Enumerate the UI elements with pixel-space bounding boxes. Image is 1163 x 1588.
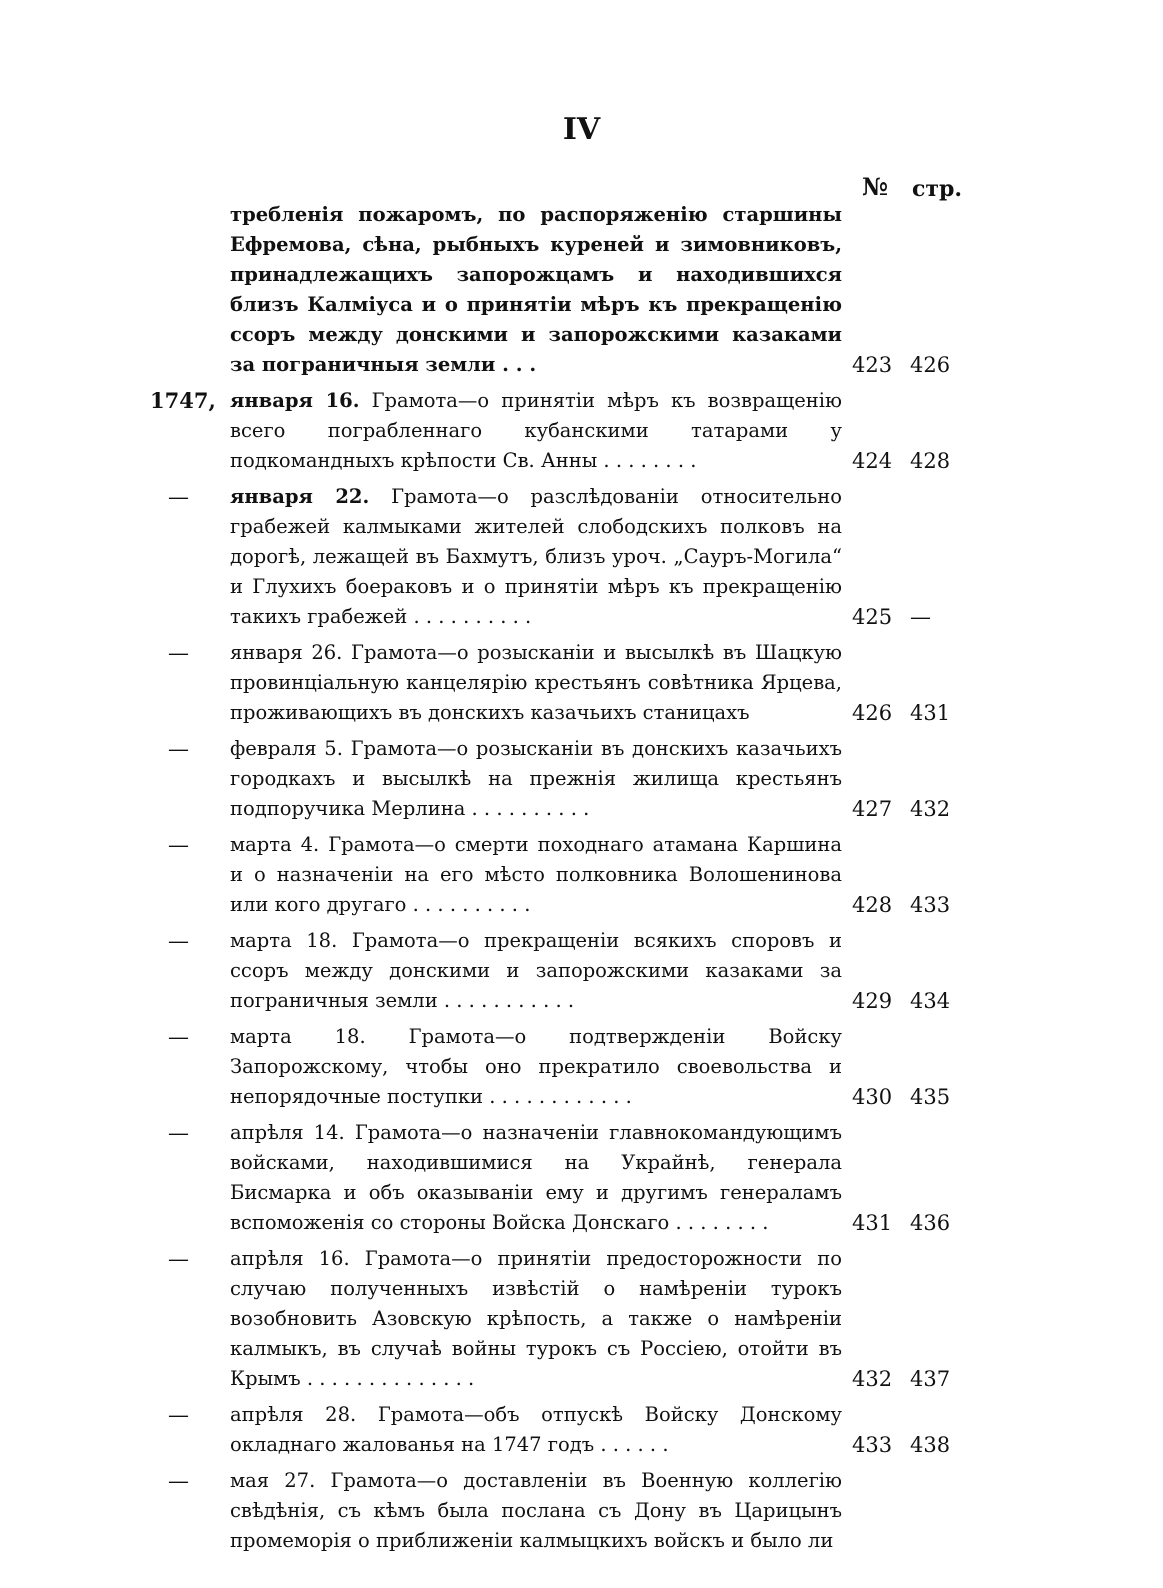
entry-page: 426	[910, 353, 951, 377]
entry-text	[230, 1466, 842, 1556]
entry-number: 428	[852, 893, 893, 917]
entry-number: 425	[852, 605, 893, 629]
entry-page: 434	[910, 989, 951, 1013]
entry-refs	[852, 986, 962, 1016]
entry-refs	[852, 446, 962, 476]
entry-date: мая 27.	[230, 1469, 316, 1492]
entry-number: 431	[852, 1211, 893, 1235]
entry-description: Грамота—о назначеніи главнокомандующимъ войсками, находившимися на Украйнѣ, генерала Бисмарка и объ оказываніи ему и другимъ генераламъ вспоможенія со стороны Войска Донскаго . . . . . . . .	[230, 1121, 842, 1234]
entry-year: —	[168, 1025, 189, 1049]
entry-text	[230, 830, 842, 920]
entry-date: апрѣля 16.	[230, 1247, 350, 1270]
entry-page: 428	[910, 449, 951, 473]
entry-year: —	[168, 485, 189, 509]
toc-entry	[0, 482, 1163, 632]
toc-entry	[0, 1118, 1163, 1238]
toc-entry	[0, 386, 1163, 476]
entry-year: —	[168, 737, 189, 761]
entry-page: 432	[910, 797, 951, 821]
entry-refs	[852, 1430, 962, 1460]
entry-description: Грамота—о розысканіи и высылкѣ въ Шацкую провинціальную канцелярію крестьянъ совѣтника Ярцева, проживающихъ въ донскихъ казачьихъ станицахъ	[230, 641, 842, 724]
toc-entry	[0, 1244, 1163, 1394]
entry-number: 426	[852, 701, 893, 725]
entry-page: 435	[910, 1085, 951, 1109]
toc-entry	[0, 1400, 1163, 1460]
entry-page: 438	[910, 1433, 951, 1457]
toc-entry	[0, 200, 1163, 380]
entry-description: требленія пожаромъ, по распоряженію старшины Ефремова, сѣна, рыбныхъ куреней и зимовниковъ, принадлежащихъ запорожцамъ и находившихся близъ Калміуса и о принятіи мѣръ къ прекращенію ссоръ между донскими и запорожскими казаками за пограничныя земли . . .	[230, 203, 842, 376]
toc-entry	[0, 1466, 1163, 1556]
entry-description: Грамота—о прекращеніи всякихъ споровъ и ссоръ между донскими и запорожскими казаками за пограничныя земли . . . . . . . . . . .	[230, 929, 842, 1012]
entry-number: 432	[852, 1367, 893, 1391]
entry-text	[230, 638, 842, 728]
entry-year: 1747,	[150, 388, 216, 413]
entry-year: —	[168, 1403, 189, 1427]
entry-date: января 16.	[230, 389, 360, 412]
toc-entry	[0, 734, 1163, 824]
entry-description: Грамота—о разслѣдованіи относительно грабежей калмыками жителей слободскихъ полковъ на дорогѣ, лежащей въ Бахмутъ, близъ уроч. „Сауръ-Могила“ и Глухихъ боераковъ и о принятіи мѣръ къ прекращенію такихъ грабежей . . . . . . . . . .	[230, 485, 843, 628]
page-number: IV	[562, 112, 601, 147]
entry-refs	[852, 1364, 962, 1394]
entry-refs	[852, 1082, 962, 1112]
entry-text	[230, 1118, 842, 1238]
entry-date: февраля 5.	[230, 737, 343, 760]
column-header-page: стр.	[912, 176, 963, 202]
entry-text	[230, 734, 842, 824]
entry-date: апрѣля 14.	[230, 1121, 345, 1144]
entry-refs	[852, 698, 962, 728]
entry-date: января 22.	[230, 485, 370, 508]
entry-text	[230, 200, 842, 380]
toc-entry	[0, 1022, 1163, 1112]
entry-date: марта 4.	[230, 833, 320, 856]
entry-date: апрѣля 28.	[230, 1403, 357, 1426]
entry-page: 433	[910, 893, 951, 917]
entry-number: 429	[852, 989, 893, 1013]
entry-number: 424	[852, 449, 893, 473]
entry-year: —	[168, 641, 189, 665]
entry-page: 436	[910, 1211, 951, 1235]
entry-refs	[852, 1208, 962, 1238]
entry-year: —	[168, 833, 189, 857]
entry-year: —	[168, 1121, 189, 1145]
entry-number: 430	[852, 1085, 893, 1109]
entry-description: Грамота—о розысканіи въ донскихъ казачьихъ городкахъ и высылкѣ на прежнія жилища крестьянъ подпоручика Мерлина . . . . . . . . . .	[230, 737, 843, 820]
table-of-contents	[0, 200, 1163, 1562]
entry-date: января 26.	[230, 641, 343, 664]
entry-text	[230, 1400, 842, 1460]
entry-description: Грамота—объ отпускѣ Войску Донскому окладнаго жалованья на 1747 годъ . . . . . .	[230, 1403, 842, 1456]
entry-page: —	[910, 605, 931, 629]
entry-description: Грамота—о подтвержденіи Войску Запорожскому, чтобы оно прекратило своевольства и непорядочные поступки . . . . . . . . . . . .	[230, 1025, 842, 1108]
entry-year: —	[168, 1469, 189, 1493]
entry-refs	[852, 794, 962, 824]
entry-refs	[852, 602, 962, 632]
entry-text	[230, 386, 842, 476]
column-header-number: №	[862, 172, 889, 201]
entry-description: Грамота—о смерти походнаго атамана Каршина и о назначеніи на его мѣсто полковника Волошенинова или кого другаго . . . . . . . . . .	[230, 833, 843, 916]
entry-year: —	[168, 1247, 189, 1271]
entry-refs	[852, 350, 962, 380]
entry-text	[230, 1022, 842, 1112]
entry-number: 423	[852, 353, 893, 377]
entry-year: —	[168, 929, 189, 953]
entry-page: 437	[910, 1367, 951, 1391]
entry-date: марта 18.	[230, 1025, 366, 1048]
entry-refs	[852, 890, 962, 920]
entry-text	[230, 1244, 842, 1394]
toc-entry	[0, 830, 1163, 920]
entry-date: марта 18.	[230, 929, 338, 952]
entry-text	[230, 482, 842, 632]
toc-entry	[0, 926, 1163, 1016]
toc-entry	[0, 638, 1163, 728]
entry-description: Грамота—о принятіи предосторожности по случаю полученныхъ извѣстій о намѣреніи турокъ возобновить Азовскую крѣпость, а также о намѣреніи калмыкъ, въ случаѣ войны турокъ съ Россіею, отойти въ Крымъ . . . . . . . . . . . . . .	[230, 1247, 843, 1390]
entry-page: 431	[910, 701, 951, 725]
entry-number: 433	[852, 1433, 893, 1457]
entry-number: 427	[852, 797, 893, 821]
entry-description: Грамота—о доставленіи въ Военную коллегію свѣдѣнія, съ кѣмъ была послана съ Дону въ Царицынъ промеморія о приближеніи калмыцкихъ войскъ и было ли	[230, 1469, 843, 1552]
entry-description: Грамота—о принятіи мѣръ къ возвращенію всего пограбленнаго кубанскими татарами у подкомандныхъ крѣпости Св. Анны . . . . . . . .	[230, 389, 842, 472]
entry-text	[230, 926, 842, 1016]
